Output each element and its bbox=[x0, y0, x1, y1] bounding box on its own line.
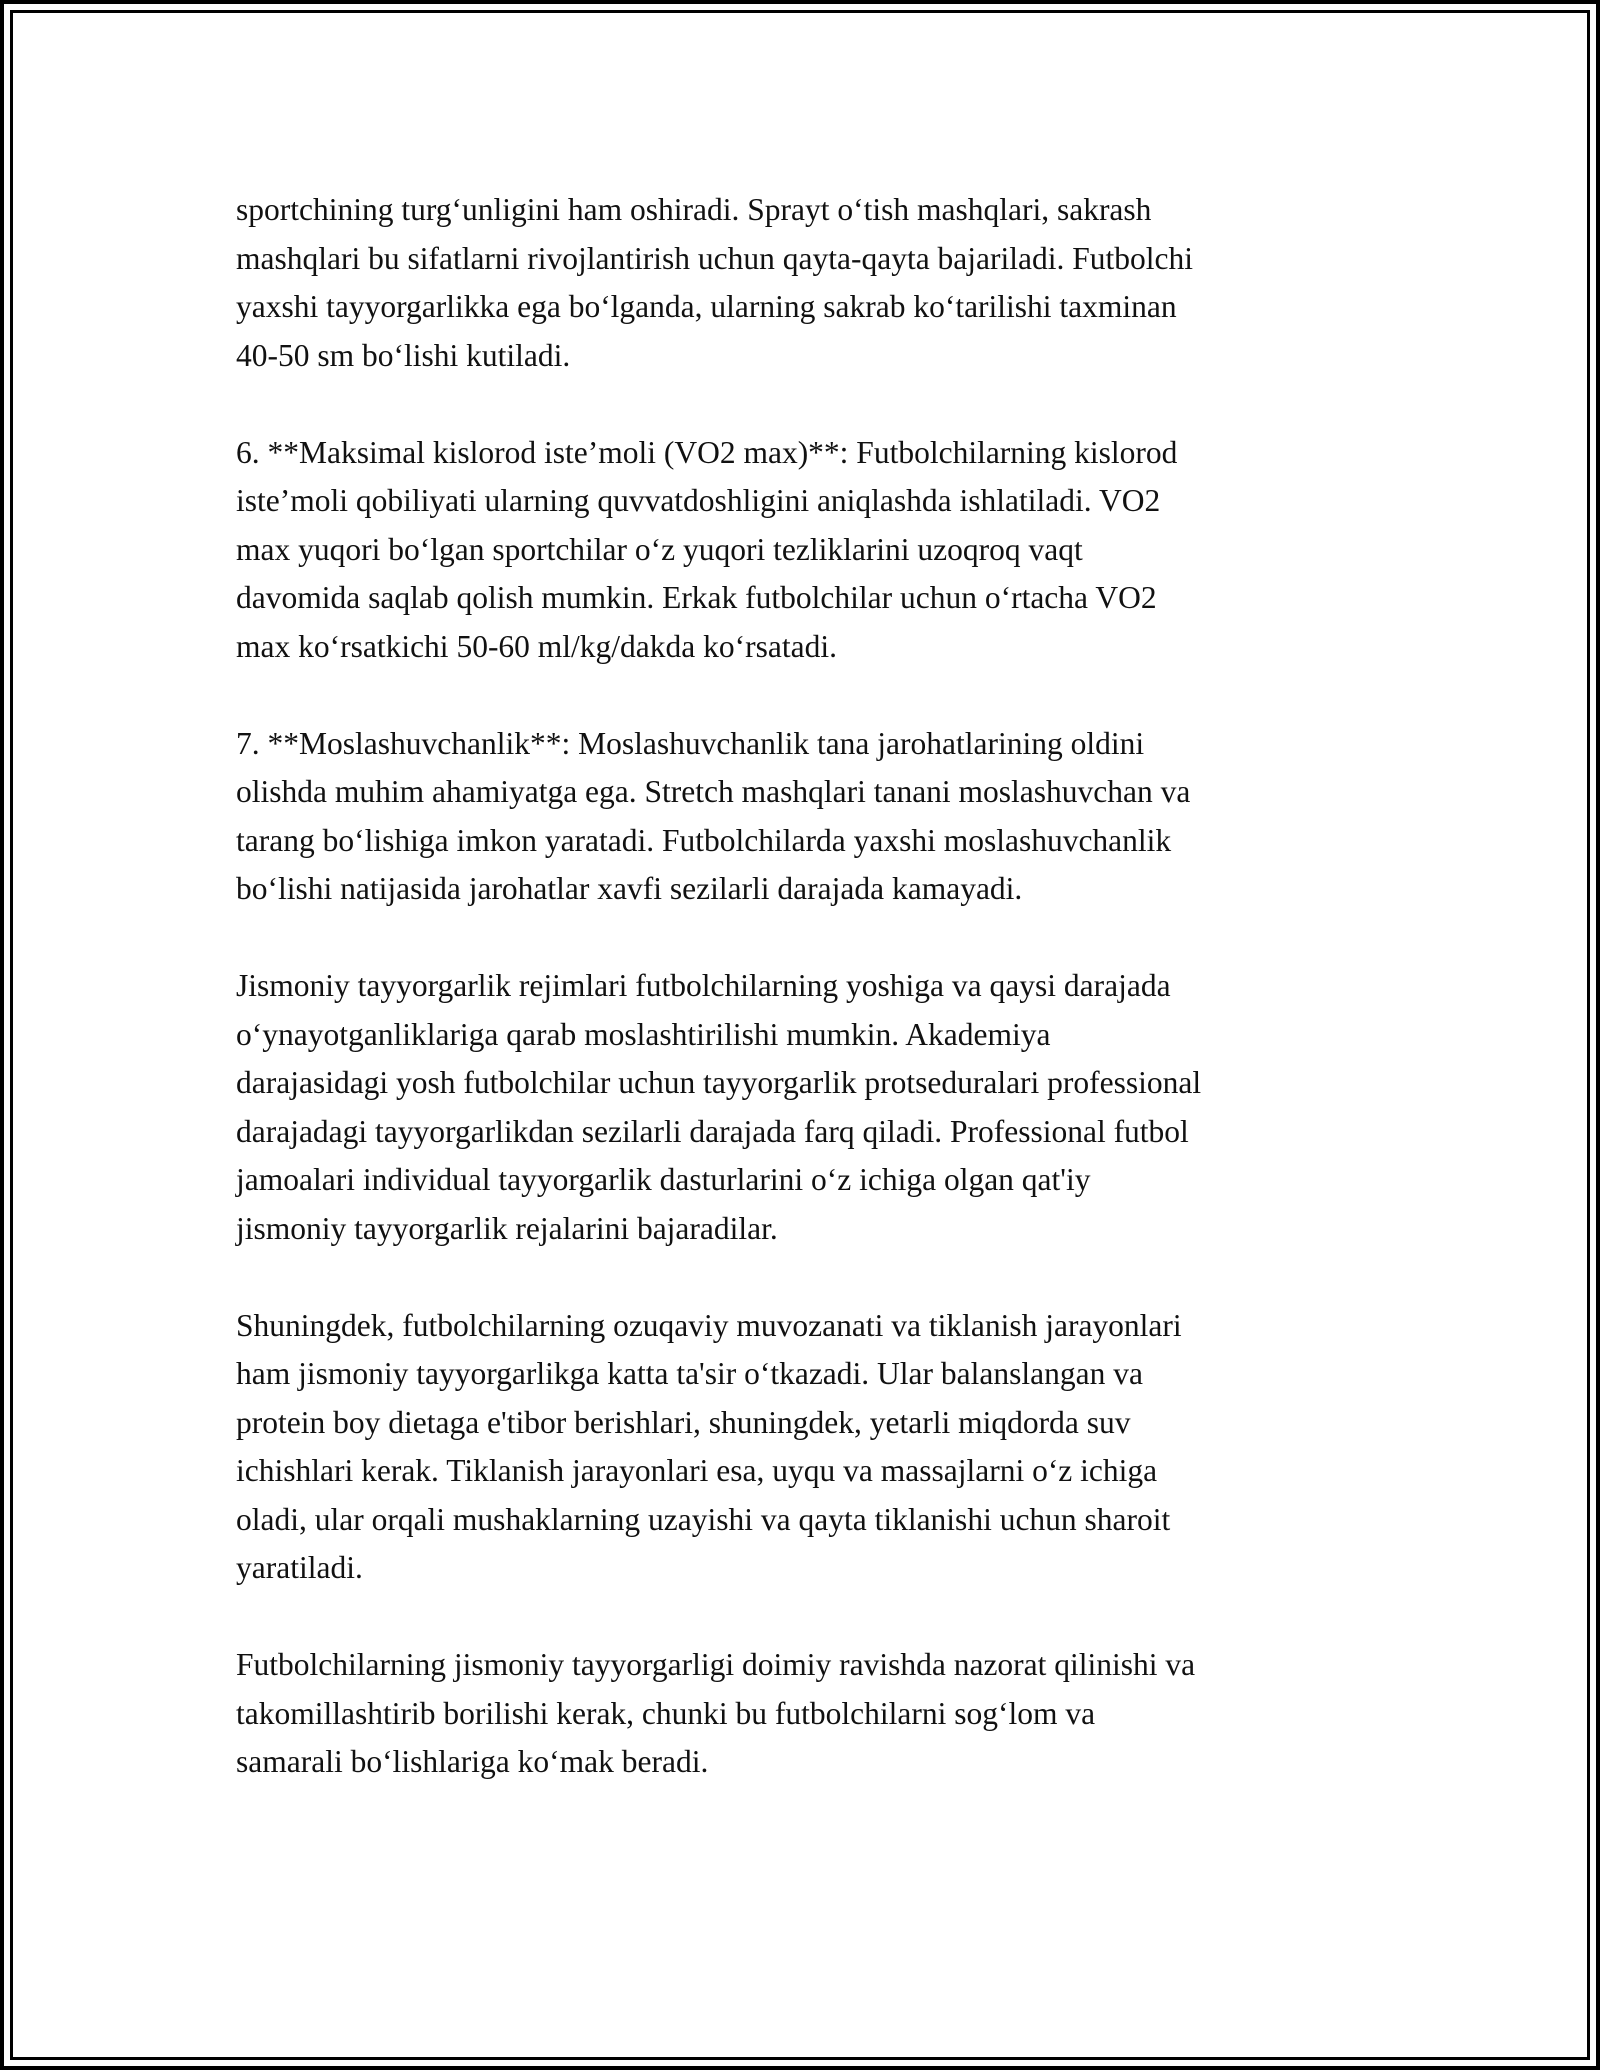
paragraph-jumping: sportchining turg‘unligini ham oshiradi. Sprayt o‘tish mashqlari, sakrash mashqlari bu sifatlarni rivojlantirish uchun qayta-qayta bajariladi. Futbolchi yaxshi tayyorgarlikka ega bo‘lganda, ularning sakrab ko‘tarilishi taxminan 40-50 sm bo‘lishi kutiladi. bbox=[236, 192, 1193, 373]
paragraph-nutrition-recovery: Shuningdek, futbolchilarning ozuqaviy muvozanati va tiklanish jarayonlari ham jismoniy tayyorgarlikga katta ta'sir o‘tkazadi. Ular balanslangan va protein boy dietaga e'tibor berishlari, shuningdek, yetarli miqdorda suv ichishlari kerak. Tiklanish jarayonlari esa, uyqu va massajlarni o‘z ichiga oladi, ular orqali mushaklarning uzayishi va qayta tiklanishi uchun sharoit yaratiladi. bbox=[236, 1307, 1182, 1585]
paragraph-training-regimes: Jismoniy tayyorgarlik rejimlari futbolchilarning yoshiga va qaysi darajada o‘ynayotganliklariga qarab moslashtirilishi mumkin. Akademiya darajasidagi yosh futbolchilar uchun tayyorgarlik protseduralari professional darajadagi tayyorgarlikdan sezilarli darajada farq qiladi. Professional futbol jamoalari individual tayyorgarlik dasturlarini o‘z ichiga olgan qat'iy jismoniy tayyorgarlik rejalarini bajaradilar. bbox=[236, 968, 1202, 1246]
paragraph-flexibility: 7. **Moslashuvchanlik**: Moslashuvchanlik tana jarohatlarining oldini olishda muhim ahamiyatga ega. Stretch mashqlari tanani moslashuvchan va tarang bo‘lishiga imkon yaratadi. Futbolchilarda yaxshi moslashuvchanlik bo‘lishi natijasida jarohatlar xavfi sezilarli darajada kamayadi. bbox=[236, 725, 1191, 906]
paragraph-conclusion: Futbolchilarning jismoniy tayyorgarligi doimiy ravishda nazorat qilinishi va takomillashtirib borilishi kerak, chunki bu futbolchilarni sog‘lom va samarali bo‘lishlariga ko‘mak beradi. bbox=[236, 1647, 1196, 1779]
document-body bbox=[236, 186, 1366, 1835]
paragraph-vo2-max: 6. **Maksimal kislorod iste’moli (VO2 max)**: Futbolchilarning kislorod iste’moli qobiliyati ularning quvvatdoshligini aniqlashda ishlatiladi. VO2 max yuqori bo‘lgan sportchilar o‘z yuqori tezliklarini uzoqroq vaqt davomida saqlab qolish mumkin. Erkak futbolchilar uchun o‘rtacha VO2 max ko‘rsatkichi 50-60 ml/kg/dakda ko‘rsatadi. bbox=[236, 434, 1178, 664]
